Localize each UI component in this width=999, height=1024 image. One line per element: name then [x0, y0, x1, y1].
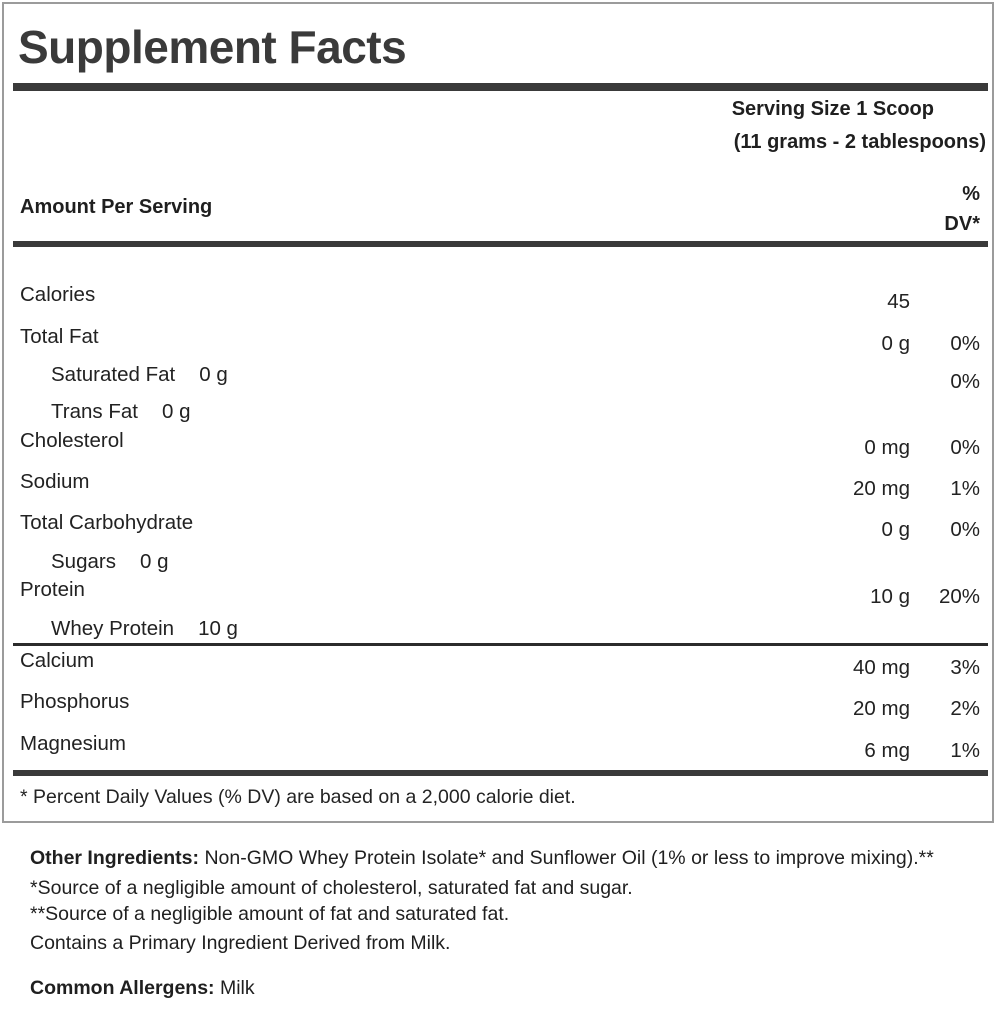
dv-footnote: * Percent Daily Values (% DV) are based on a 2,000 calorie diet. — [20, 786, 576, 808]
serving-size: Serving Size 1 Scoop — [731, 98, 934, 120]
other-ingredients-text: Non-GMO Whey Protein Isolate* and Sunflower Oil (1% or less to improve mixing).** — [204, 847, 934, 869]
nutrient-row-saturated-fat: Saturated Fat 0 g 0% — [51, 363, 980, 393]
nutrient-row-phosphorus: Phosphorus 20 mg 2% — [20, 690, 980, 720]
other-ingredients-label: Other Ingredients: — [30, 847, 200, 869]
title-divider — [13, 83, 988, 91]
common-allergens-line — [30, 977, 952, 1000]
nutrient-row-total-carbohydrate: Total Carbohydrate 0 g 0% — [20, 511, 980, 541]
double-asterisk-note: **Source of a negligible amount of fat and saturated fat. — [30, 903, 510, 925]
contains-milk-statement: Contains a Primary Ingredient Derived from Milk. — [30, 932, 451, 954]
percent-dv-header — [944, 179, 980, 239]
nutrient-row-trans-fat: Trans Fat 0 g — [51, 400, 191, 423]
other-ingredients-section — [30, 843, 952, 1000]
nutrient-row-sodium: Sodium 20 mg 1% — [20, 470, 980, 500]
panel-title: Supplement Facts — [18, 21, 407, 73]
footnote-divider — [13, 770, 988, 776]
header-divider — [13, 241, 988, 247]
minerals-divider — [13, 643, 988, 646]
nutrient-row-whey-protein: Whey Protein 10 g — [51, 617, 238, 640]
nutrient-row-calcium: Calcium 40 mg 3% — [20, 649, 980, 679]
other-ingredients-paragraph — [30, 843, 952, 874]
single-asterisk-note: *Source of a negligible amount of cholesterol, saturated fat and sugar. — [30, 877, 633, 899]
dv-abbrev: DV* — [944, 213, 980, 235]
nutrient-row-sugars: Sugars 0 g — [51, 550, 169, 573]
amount-per-serving-header: Amount Per Serving — [20, 196, 213, 218]
common-allergens-label: Common Allergens: — [30, 977, 215, 999]
serving-size-block — [4, 98, 986, 154]
nutrient-row-cholesterol: Cholesterol 0 mg 0% — [20, 429, 980, 459]
common-allergens-value: Milk — [219, 977, 255, 999]
nutrient-row-total-fat: Total Fat 0 g 0% — [20, 325, 980, 355]
nutrient-row-calories: Calories 45 — [20, 283, 910, 313]
table-header — [4, 179, 992, 239]
nutrient-row-magnesium: Magnesium 6 mg 1% — [20, 732, 980, 762]
percent-sign: % — [962, 183, 980, 205]
nutrient-row-protein: Protein 10 g 20% — [20, 578, 980, 608]
supplement-facts-panel — [2, 2, 994, 823]
serving-size-detail: (11 grams - 2 tablespoons) — [733, 131, 986, 153]
